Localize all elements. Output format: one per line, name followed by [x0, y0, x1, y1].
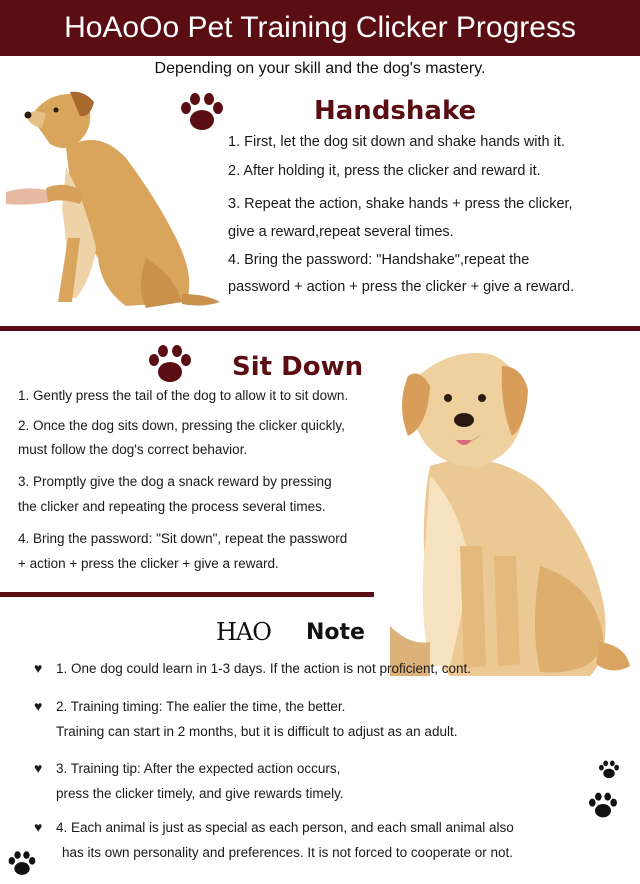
handshake-step: 1. First, let the dog sit down and shake hands with it. [228, 134, 565, 150]
sitdown-step: + action + press the clicker + give a reward. [18, 556, 279, 571]
paw-icon [148, 344, 192, 386]
note-item: Training can start in 2 months, but it is difficult to adjust as an adult. [56, 724, 458, 739]
sitdown-step: must follow the dog's correct behavior. [18, 442, 248, 457]
paw-icon [180, 92, 224, 134]
handshake-title: Handshake [314, 96, 477, 126]
brand-logo [216, 618, 271, 646]
note-title: Note [306, 620, 365, 645]
sitdown-step: 3. Promptly give the dog a snack reward by pressing [18, 474, 332, 489]
handshake-step: password + action + press the clicker + give a reward. [228, 279, 575, 295]
note-item: has its own personality and preferences. It is not forced to cooperate or not. [62, 845, 514, 860]
sitdown-dog-image [390, 346, 630, 682]
section-divider [0, 326, 640, 331]
heart-bullet-icon: ♥ [34, 660, 43, 676]
paw-icon [598, 760, 620, 780]
sitdown-step: the clicker and repeating the process several times. [18, 499, 326, 514]
note-item: press the clicker timely, and give rewards timely. [56, 786, 344, 801]
sitdown-title: Sit Down [232, 352, 364, 382]
handshake-step: 4. Bring the password: "Handshake",repeat the [228, 252, 530, 268]
section-divider [0, 592, 374, 597]
page-title: HoAoOo Pet Training Clicker Progress [64, 11, 576, 44]
note-item: 1. One dog could learn in 1-3 days. If the action is not proficient, cont. [56, 661, 471, 676]
sitdown-step: 2. Once the dog sits down, pressing the clicker quickly, [18, 418, 345, 433]
handshake-step: give a reward,repeat several times. [228, 224, 454, 240]
sitdown-step: 1. Gently press the tail of the dog to allow it to sit down. [18, 388, 349, 403]
handshake-step: 2. After holding it, press the clicker and reward it. [228, 163, 541, 179]
note-item: 4. Each animal is just as special as each person, and each small animal also [56, 820, 514, 835]
heart-bullet-icon: ♥ [34, 760, 43, 776]
sitdown-step: 4. Bring the password: "Sit down", repeat the password [18, 531, 348, 546]
handshake-step: 3. Repeat the action, shake hands + press the clicker, [228, 196, 573, 212]
heart-bullet-icon: ♥ [34, 819, 43, 835]
page-subtitle: Depending on your skill and the dog's mastery. [154, 60, 486, 77]
note-item: 2. Training timing: The ealier the time, the better. [56, 699, 346, 714]
paw-icon [588, 792, 618, 820]
brand-logo-text: HAO [216, 618, 271, 646]
heart-bullet-icon: ♥ [34, 698, 43, 714]
paw-icon [8, 850, 36, 878]
note-item: 3. Training tip: After the expected action occurs, [56, 761, 341, 776]
